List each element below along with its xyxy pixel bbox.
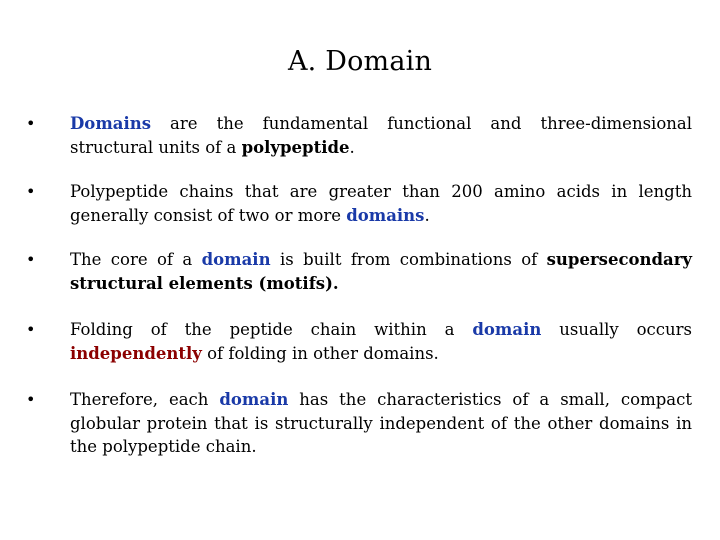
bullet-item: [26, 388, 692, 459]
bullet-marker: •: [26, 320, 36, 339]
bullet-text: Therefore, each: [70, 390, 220, 409]
bullet-item: [26, 180, 692, 227]
keyword-independently: independently: [70, 343, 202, 363]
bullet-marker: •: [26, 390, 36, 409]
bullet-text: are the fundamental functional and three-dimensional structural units of a: [70, 114, 692, 157]
bullet-text: of folding in other domains.: [201, 343, 439, 363]
bullet-item: [26, 318, 692, 365]
keyword-polypeptide: polypeptide: [241, 137, 350, 157]
keyword-domain: domain: [472, 320, 542, 339]
bullet-text: .: [424, 205, 430, 225]
bullet-marker: •: [26, 114, 36, 133]
bullet-text: is built from combinations of: [270, 250, 547, 269]
bullet-list: [26, 112, 692, 459]
keyword-domains: Domains: [70, 114, 152, 133]
bullet-text: Polypeptide chains that are greater than 200 amino acids in length generally consist of two or more: [70, 182, 692, 225]
bullet-item: [26, 112, 692, 159]
bullet-marker: •: [26, 250, 36, 269]
bullet-text: usually occurs: [541, 320, 692, 339]
slide-title: A. Domain: [287, 46, 433, 78]
keyword-domains: domains: [346, 205, 425, 225]
bullet-text: has the characteristics of a small, compact globular protein that is structurally independent of the other domains in the polypeptide chain.: [70, 390, 693, 456]
bullet-item: [26, 248, 692, 295]
bullet-text: The core of a: [70, 250, 202, 269]
keyword-supersecondary-elements: supersecondary structural elements (motifs).: [70, 250, 692, 293]
bullet-text: .: [349, 137, 355, 157]
bullet-marker: •: [26, 182, 36, 201]
keyword-domain: domain: [219, 390, 289, 409]
keyword-domain: domain: [201, 250, 271, 269]
bullet-text: Folding of the peptide chain within a: [70, 320, 473, 339]
